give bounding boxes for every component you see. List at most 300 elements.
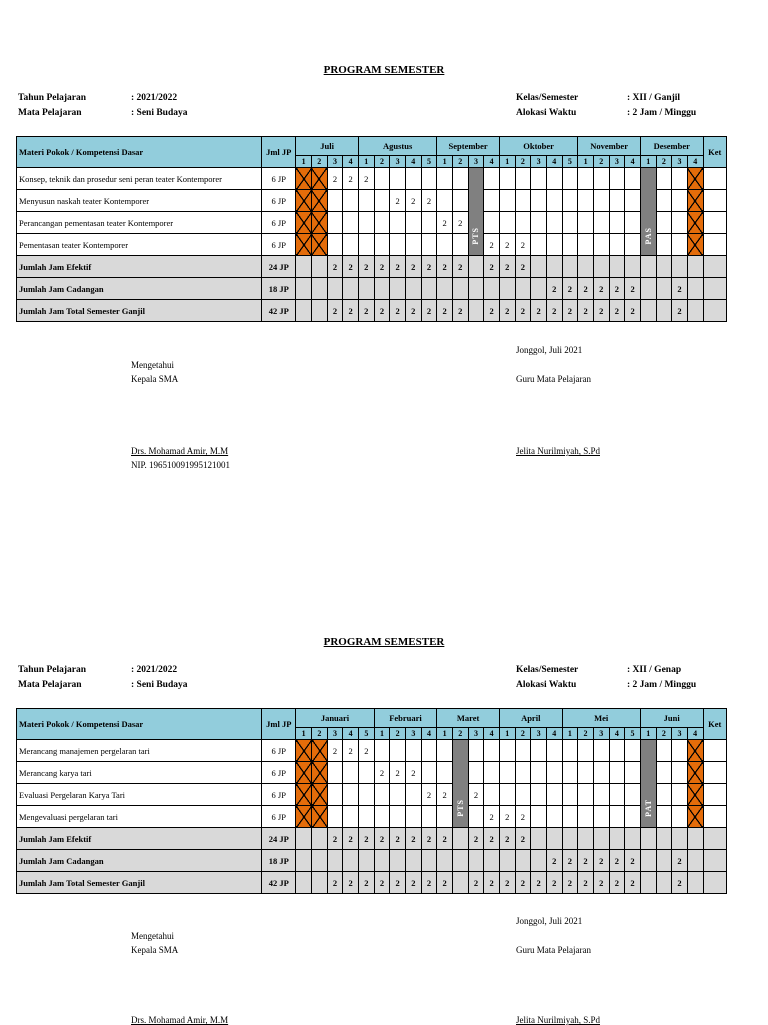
kepala-label: Kepala SMA	[131, 945, 179, 955]
alokasi-label: Alokasi Waktu	[516, 108, 577, 118]
kelas-value: : XII / Ganjil	[627, 93, 681, 103]
header-materi: Materi Pokok / Kompetensi Dasar	[17, 709, 262, 740]
header-week-number: 2	[593, 156, 609, 168]
header-week-number: 4	[687, 728, 703, 740]
week-cell	[437, 740, 453, 762]
page-title: PROGRAM SEMESTER	[323, 636, 445, 648]
week-cell	[656, 740, 672, 762]
holiday-cross-cell	[296, 850, 312, 872]
week-cell	[421, 168, 437, 190]
week-cell: 2	[437, 212, 453, 234]
holiday-cross-cell	[296, 168, 312, 190]
row-ket	[703, 278, 726, 300]
week-cell	[452, 278, 468, 300]
week-cell: 2	[593, 300, 609, 322]
week-cell: 2	[562, 850, 578, 872]
holiday-cross-cell	[311, 190, 327, 212]
holiday-cross-cell	[687, 828, 703, 850]
week-cell	[672, 212, 688, 234]
row-jml-jp: 6 JP	[262, 168, 296, 190]
week-cell: 2	[421, 190, 437, 212]
week-cell: 2	[484, 234, 500, 256]
exam-week-cell	[640, 300, 656, 322]
week-cell	[625, 828, 641, 850]
header-week-number: 3	[390, 156, 406, 168]
week-cell	[656, 806, 672, 828]
header-week-number: 4	[687, 156, 703, 168]
week-cell	[499, 190, 515, 212]
holiday-cross-cell	[312, 828, 328, 850]
week-cell: 2	[327, 256, 343, 278]
week-cell	[452, 234, 468, 256]
holiday-cross-cell	[296, 278, 312, 300]
week-cell	[468, 850, 484, 872]
row-materi: Merancang manajemen pergelaran tari	[17, 740, 262, 762]
week-cell	[562, 168, 578, 190]
week-cell: 2	[358, 740, 374, 762]
week-cell	[343, 784, 359, 806]
header-week-number: 1	[499, 728, 515, 740]
table-row	[17, 806, 727, 828]
week-cell	[578, 168, 594, 190]
week-cell: 2	[531, 872, 547, 894]
guru-label: Guru Mata Pelajaran	[516, 945, 591, 955]
row-jml-jp: 6 JP	[262, 806, 296, 828]
week-cell	[546, 168, 562, 190]
week-cell: 2	[437, 300, 453, 322]
holiday-cross-cell	[687, 740, 703, 762]
week-cell: 2	[515, 256, 531, 278]
row-ket	[703, 806, 727, 828]
exam-week-label: PAT	[643, 798, 653, 817]
week-cell	[468, 740, 484, 762]
week-cell: 2	[358, 256, 374, 278]
week-cell	[358, 806, 374, 828]
week-cell	[625, 762, 641, 784]
week-cell	[609, 740, 625, 762]
week-cell	[374, 850, 390, 872]
program-semester-table	[16, 136, 727, 322]
mengetahui-label: Mengetahui	[131, 360, 174, 370]
week-cell: 2	[468, 828, 484, 850]
week-cell	[515, 278, 531, 300]
week-cell	[593, 168, 609, 190]
week-cell	[390, 850, 406, 872]
week-cell	[327, 234, 343, 256]
week-cell	[468, 762, 484, 784]
week-cell	[656, 212, 672, 234]
week-cell	[546, 740, 562, 762]
week-cell	[656, 190, 672, 212]
week-cell	[484, 278, 500, 300]
week-cell	[374, 190, 390, 212]
week-cell	[358, 850, 374, 872]
week-cell	[358, 278, 374, 300]
header-month: Februari	[374, 709, 437, 728]
week-cell	[405, 168, 421, 190]
week-cell: 2	[405, 300, 421, 322]
week-cell	[499, 168, 515, 190]
mapel-label: Mata Pelajaran	[18, 680, 82, 690]
week-cell	[578, 762, 594, 784]
week-cell	[625, 190, 641, 212]
holiday-cross-cell	[687, 190, 703, 212]
week-cell: 2	[672, 300, 688, 322]
exam-week-cell	[640, 256, 656, 278]
week-cell: 2	[437, 256, 453, 278]
header-week-number: 4	[484, 156, 500, 168]
week-cell	[327, 850, 343, 872]
row-ket	[703, 300, 726, 322]
row-materi: Evaluasi Pergelaran Karya Tari	[17, 784, 262, 806]
week-cell	[405, 850, 421, 872]
exam-week-cell	[452, 872, 468, 894]
week-cell	[421, 740, 437, 762]
week-cell: 2	[343, 256, 359, 278]
week-cell: 2	[437, 872, 453, 894]
week-cell	[593, 234, 609, 256]
holiday-cross-cell	[296, 784, 312, 806]
header-jml-jp: Jml JP	[262, 709, 296, 740]
header-week-number: 3	[531, 728, 547, 740]
week-cell	[358, 234, 374, 256]
holiday-cross-cell	[311, 300, 327, 322]
week-cell	[546, 784, 562, 806]
guru-name: Jelita Nurilmiyah, S.Pd	[516, 1015, 600, 1025]
week-cell	[531, 828, 547, 850]
holiday-cross-cell	[296, 234, 312, 256]
week-cell	[672, 168, 688, 190]
holiday-cross-cell	[687, 850, 703, 872]
exam-week-cell	[452, 828, 468, 850]
week-cell: 2	[499, 256, 515, 278]
week-cell: 2	[609, 872, 625, 894]
week-cell	[656, 278, 672, 300]
header-ket: Ket	[703, 709, 727, 740]
row-materi: Jumlah Jam Cadangan	[17, 278, 262, 300]
week-cell: 2	[374, 256, 390, 278]
header-week-number: 3	[672, 728, 688, 740]
table-row	[17, 850, 727, 872]
table-row	[17, 168, 727, 190]
week-cell: 2	[343, 300, 359, 322]
week-cell	[625, 740, 641, 762]
tahun-value: : 2021/2022	[131, 665, 178, 675]
header-week-number: 2	[578, 728, 594, 740]
holiday-cross-cell	[687, 168, 703, 190]
week-cell	[515, 740, 531, 762]
holiday-cross-cell	[311, 234, 327, 256]
holiday-cross-cell	[296, 740, 312, 762]
week-cell	[343, 234, 359, 256]
week-cell	[343, 212, 359, 234]
week-cell: 2	[484, 300, 500, 322]
week-cell	[656, 300, 672, 322]
header-week-number: 2	[656, 728, 672, 740]
week-cell	[343, 190, 359, 212]
week-cell	[546, 190, 562, 212]
week-cell: 2	[358, 300, 374, 322]
week-cell	[390, 234, 406, 256]
holiday-cross-cell	[312, 850, 328, 872]
header-week-number: 5	[625, 728, 641, 740]
table-row	[17, 256, 727, 278]
tahun-value: : 2021/2022	[131, 93, 178, 103]
row-jml-jp: 18 JP	[262, 850, 296, 872]
row-materi: Jumlah Jam Cadangan	[17, 850, 262, 872]
week-cell: 2	[343, 168, 359, 190]
place-date: Jonggol, Juli 2021	[516, 916, 583, 926]
row-materi: Pementasan teater Kontemporer	[17, 234, 262, 256]
week-cell	[578, 190, 594, 212]
week-cell	[625, 212, 641, 234]
week-cell: 2	[327, 168, 343, 190]
week-cell	[390, 212, 406, 234]
week-cell	[625, 168, 641, 190]
week-cell: 2	[374, 828, 390, 850]
week-cell: 2	[468, 784, 484, 806]
table-row	[17, 784, 727, 806]
header-month: Juni	[640, 709, 703, 728]
week-cell	[531, 256, 547, 278]
week-cell	[672, 784, 688, 806]
kelas-label: Kelas/Semester	[516, 665, 579, 675]
holiday-cross-cell	[311, 278, 327, 300]
header-week-number: 2	[515, 728, 531, 740]
week-cell: 2	[499, 806, 515, 828]
week-cell: 2	[625, 278, 641, 300]
week-cell: 2	[405, 762, 421, 784]
row-jml-jp: 18 JP	[262, 278, 296, 300]
header-week-number: 2	[390, 728, 406, 740]
header-week-number: 3	[327, 156, 343, 168]
week-cell	[468, 806, 484, 828]
holiday-cross-cell	[311, 168, 327, 190]
holiday-cross-cell	[312, 806, 328, 828]
week-cell: 2	[421, 300, 437, 322]
week-cell	[546, 212, 562, 234]
kepala-label: Kepala SMA	[131, 374, 179, 384]
header-jml-jp: Jml JP	[262, 137, 296, 168]
holiday-cross-cell	[687, 234, 703, 256]
alokasi-value: : 2 Jam / Minggu	[627, 108, 697, 118]
week-cell	[656, 168, 672, 190]
week-cell	[515, 168, 531, 190]
header-month: April	[499, 709, 562, 728]
row-ket	[703, 168, 726, 190]
week-cell	[405, 806, 421, 828]
week-cell	[625, 806, 641, 828]
header-week-number: 1	[374, 728, 390, 740]
week-cell: 2	[405, 256, 421, 278]
header-week-number: 3	[672, 156, 688, 168]
header-week-number: 2	[312, 728, 328, 740]
week-cell	[531, 762, 547, 784]
place-date: Jonggol, Juli 2021	[516, 345, 583, 355]
week-cell	[374, 168, 390, 190]
holiday-cross-cell	[687, 300, 703, 322]
week-cell	[358, 784, 374, 806]
table-row	[17, 278, 727, 300]
week-cell: 2	[343, 828, 359, 850]
week-cell: 2	[546, 300, 562, 322]
header-week-number: 3	[468, 156, 484, 168]
week-cell	[672, 234, 688, 256]
table-row	[17, 234, 727, 256]
week-cell	[405, 212, 421, 234]
week-cell	[484, 168, 500, 190]
kepala-nip: NIP. 196510091995121001	[131, 460, 231, 470]
row-materi: Menyusun naskah teater Kontemporer	[17, 190, 262, 212]
week-cell	[343, 278, 359, 300]
header-week-number: 1	[499, 156, 515, 168]
mapel-value: : Seni Budaya	[131, 108, 188, 118]
guru-name: Jelita Nurilmiyah, S.Pd	[516, 446, 600, 456]
week-cell	[609, 234, 625, 256]
row-jml-jp: 42 JP	[262, 300, 296, 322]
week-cell	[546, 806, 562, 828]
header-week-number: 2	[656, 156, 672, 168]
holiday-cross-cell	[312, 740, 328, 762]
week-cell	[656, 256, 672, 278]
week-cell	[499, 784, 515, 806]
week-cell: 2	[421, 256, 437, 278]
week-cell	[437, 190, 453, 212]
header-week-number: 4	[625, 156, 641, 168]
week-cell: 2	[390, 762, 406, 784]
header-week-number: 3	[405, 728, 421, 740]
row-ket	[703, 256, 726, 278]
week-cell	[625, 234, 641, 256]
week-cell: 2	[358, 828, 374, 850]
exam-week-cell	[640, 740, 656, 828]
exam-week-cell	[640, 850, 656, 872]
week-cell: 2	[562, 278, 578, 300]
row-ket	[703, 850, 727, 872]
week-cell: 2	[390, 828, 406, 850]
week-cell: 2	[437, 784, 453, 806]
week-cell: 2	[515, 828, 531, 850]
week-cell: 2	[405, 190, 421, 212]
week-cell	[343, 806, 359, 828]
header-week-number: 1	[640, 156, 656, 168]
week-cell	[625, 784, 641, 806]
week-cell	[374, 278, 390, 300]
header-week-number: 3	[609, 156, 625, 168]
holiday-cross-cell	[296, 828, 312, 850]
week-cell: 2	[405, 872, 421, 894]
week-cell: 2	[374, 872, 390, 894]
week-cell: 2	[421, 872, 437, 894]
week-cell	[499, 762, 515, 784]
holiday-cross-cell	[311, 256, 327, 278]
row-jml-jp: 24 JP	[262, 828, 296, 850]
guru-label: Guru Mata Pelajaran	[516, 374, 591, 384]
week-cell: 2	[484, 828, 500, 850]
program-semester-table	[16, 708, 727, 894]
week-cell	[515, 850, 531, 872]
week-cell: 2	[672, 278, 688, 300]
week-cell: 2	[421, 784, 437, 806]
row-materi: Jumlah Jam Efektif	[17, 256, 262, 278]
week-cell	[327, 190, 343, 212]
holiday-cross-cell	[687, 212, 703, 234]
week-cell	[593, 740, 609, 762]
week-cell: 2	[546, 872, 562, 894]
week-cell	[609, 806, 625, 828]
week-cell	[546, 234, 562, 256]
week-cell	[531, 806, 547, 828]
header-materi: Materi Pokok / Kompetensi Dasar	[17, 137, 262, 168]
week-cell: 2	[390, 256, 406, 278]
week-cell: 2	[625, 872, 641, 894]
table-row	[17, 740, 727, 762]
week-cell: 2	[515, 234, 531, 256]
week-cell	[562, 234, 578, 256]
week-cell	[499, 212, 515, 234]
week-cell	[405, 234, 421, 256]
header-week-number: 2	[515, 156, 531, 168]
week-cell	[499, 740, 515, 762]
holiday-cross-cell	[296, 300, 312, 322]
week-cell	[609, 190, 625, 212]
week-cell	[578, 740, 594, 762]
exam-week-cell	[452, 740, 468, 828]
week-cell	[656, 828, 672, 850]
week-cell	[405, 278, 421, 300]
week-cell: 2	[578, 872, 594, 894]
week-cell	[562, 740, 578, 762]
header-week-number: 5	[421, 156, 437, 168]
week-cell	[609, 168, 625, 190]
header-week-number: 3	[593, 728, 609, 740]
row-jml-jp: 6 JP	[262, 212, 296, 234]
week-cell: 2	[578, 850, 594, 872]
week-cell	[562, 190, 578, 212]
header-month: Maret	[437, 709, 500, 728]
week-cell	[531, 850, 547, 872]
week-cell: 2	[593, 850, 609, 872]
week-cell	[546, 762, 562, 784]
week-cell	[562, 256, 578, 278]
week-cell	[390, 740, 406, 762]
header-week-number: 3	[468, 728, 484, 740]
week-cell	[421, 212, 437, 234]
mapel-label: Mata Pelajaran	[18, 108, 82, 118]
holiday-cross-cell	[687, 806, 703, 828]
row-materi: Jumlah Jam Efektif	[17, 828, 262, 850]
exam-week-cell	[640, 872, 656, 894]
week-cell	[609, 784, 625, 806]
table-row	[17, 762, 727, 784]
week-cell: 2	[546, 850, 562, 872]
week-cell	[421, 806, 437, 828]
week-cell: 2	[625, 300, 641, 322]
holiday-cross-cell	[687, 872, 703, 894]
header-week-number: 4	[546, 156, 562, 168]
week-cell: 2	[452, 300, 468, 322]
week-cell	[625, 256, 641, 278]
holiday-cross-cell	[687, 278, 703, 300]
row-jml-jp: 6 JP	[262, 234, 296, 256]
header-week-number: 3	[531, 156, 547, 168]
week-cell	[374, 234, 390, 256]
tahun-label: Tahun Pelajaran	[18, 665, 87, 675]
header-week-number: 3	[327, 728, 343, 740]
week-cell	[327, 806, 343, 828]
row-ket	[703, 234, 726, 256]
week-cell: 2	[452, 256, 468, 278]
